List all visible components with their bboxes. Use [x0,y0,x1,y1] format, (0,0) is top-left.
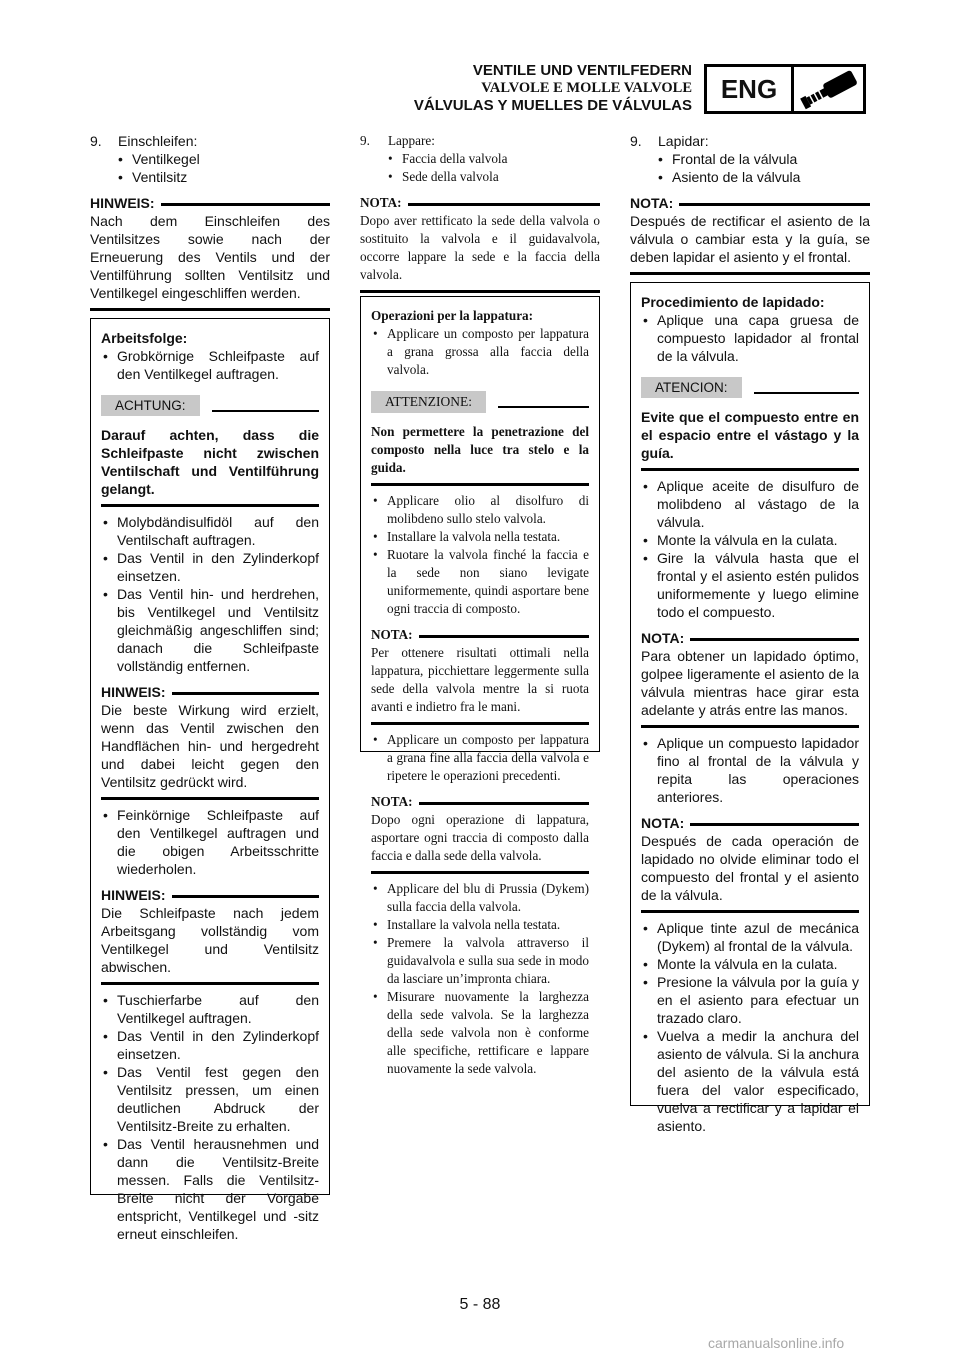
note-heading [641,629,859,647]
note-text: Para obtener un lapidado óptimo, golpee ligeramente el asiento de la válvula mientras hace girar esta adelante y atrás entre las manos. [641,648,859,718]
header-title-it: VALVOLE E MOLLE VALVOLE [481,80,692,96]
list-item: • Ventilsitz [90,168,330,186]
note-label: HINWEIS: [101,887,166,903]
step-heading [630,132,870,150]
column-italian [360,132,600,293]
box-heading: Operazioni per la lappatura: [371,308,534,323]
step-heading [360,132,600,150]
list-item: • Misurare nuovamente la larghezza della sede valvola. Se la larghezza della sede valvola non è conforme alle specifiche, rettificare e lappare nuovamente la sede valvola. [371,988,589,1078]
caution-badge: ACHTUNG: [101,395,200,416]
list-item: • Molybdändisulfidöl auf den Ventilschaft auftragen. [101,513,319,549]
note-heading [101,683,319,701]
box-heading: Arbeitsfolge: [101,330,188,346]
header-title-es: VÁLVULAS Y MUELLES DE VÁLVULAS [413,97,692,114]
list-item: • Feinkörnige Schleifpaste auf den Ventilkegel auftragen und die obigen Arbeitsschritte wiederholen. [101,806,319,878]
column-german [90,132,330,311]
list-item: • Monte la válvula en la culata. [641,955,859,973]
divider [90,308,330,311]
note-label: NOTA: [371,794,413,809]
engine-wrench-icon [794,67,863,111]
note-heading [90,194,330,212]
note-text: Nach dem Einschleifen des Ventilsitzes sowie nach der Erneuerung des Ventils und der Ventilführung sollten Ventilsitz und Ventilkegel eingeschliffen werden. [90,213,330,301]
list-item: • Gire la válvula hasta que el frontal y el asiento estén pulidos uniformemente y luego elimine todo el compuesto. [641,549,859,621]
list-item: • Das Ventil in den Zylinderkopf einsetzen. [101,549,319,585]
box-heading: Procedimiento de lapidado: [641,294,825,310]
list-item: • Monte la válvula en la culata. [641,531,859,549]
step-title: Lapidar: [658,133,709,149]
note-heading [360,194,600,212]
note-text: Después de rectificar el asiento de la válvula o cambiar esta y la guía, se deben lapidar el asiento y el frontal. [630,213,870,265]
list-item: • Applicare del blu di Prussia (Dykem) sulla faccia della valvola. [371,880,589,916]
list-item: • Faccia della valvola [360,150,600,168]
caution-text: Darauf achten, dass die Schleifpaste nicht zwischen Ventilschaft und Ventilführung gelangt. [101,427,319,497]
step-heading [90,132,330,150]
note-text: Per ottenere risultati ottimali nella lappatura, picchiettare leggermente sulla sede della valvola mentre la si ruota avanti e indietro fra le mani. [371,645,589,714]
eng-section-badge [704,64,866,114]
list-item: • Aplique un compuesto lapidador fino al frontal de la válvula y repita las operaciones anteriores. [641,734,859,806]
caution-heading [371,391,589,413]
note-label: NOTA: [641,815,685,831]
caution-text: Non permettere la penetrazione del composto nella luce tra stelo e la guida. [371,424,589,475]
eng-label: ENG [707,67,794,111]
note-heading [371,793,589,811]
note-label: NOTA: [630,195,674,211]
list-item: • Tuschierfarbe auf den Ventilkegel auftragen. [101,991,319,1027]
procedure-box-spanish [630,282,870,1134]
list-item: • Sede della valvola [360,168,600,186]
note-text: Die Schleifpaste nach jedem Arbeitsgang vollständig vom Ventilkegel und Ventilsitz abwischen. [101,905,319,975]
list-item: • Installare la valvola nella testata. [371,528,589,546]
divider [630,272,870,275]
caution-heading [101,395,319,416]
step-title: Einschleifen: [118,133,198,149]
list-item: • Aplique aceite de disulfuro de molibdeno al vástago de la válvula. [641,477,859,531]
caution-heading [641,377,859,398]
list-item: • Applicare olio al disolfuro di molibdeno sullo stelo valvola. [371,492,589,528]
note-label: HINWEIS: [90,195,155,211]
note-text: Después de cada operación de lapidado no olvide eliminar todo el compuesto del frontal y el asiento de la válvula. [641,833,859,903]
list-item: • Applicare un composto per lappatura a grana grossa alla faccia della valvola. [371,325,589,379]
caution-badge: ATENCION: [641,377,742,398]
note-label: NOTA: [641,630,685,646]
note-label: NOTA: [371,627,413,642]
caution-text: Evite que el compuesto entre en el espacio entre el vástago y la guía. [641,409,859,461]
list-item: • Frontal de la válvula [630,150,870,168]
list-item: • Installare la valvola nella testata. [371,916,589,934]
list-item: • Aplique una capa gruesa de compuesto lapidador al frontal de la válvula. [641,311,859,365]
divider [360,290,600,293]
step-title: Lappare: [388,133,435,148]
note-text: Dopo aver rettificato la sede della valvola o sostituito la valvola e il guidavalvola, occorre lappare la sede e la faccia della valvola. [360,213,600,282]
list-item: • Vuelva a medir la anchura del asiento de válvula. Si la anchura del asiento de la válvula está fuera del valor especificado, vuelva a rectificar y a lapidar el asiento. [641,1027,859,1135]
list-item: • Das Ventil herausnehmen und dann die Ventilsitz-Breite messen. Falls die Ventilsitz-Breite nicht der Vorgabe entspricht, Ventilkegel und -sitz erneut einschleifen. [101,1135,319,1243]
watermark[interactable]: carmanualsonline.info [708,1335,845,1351]
note-text: Die beste Wirkung wird erzielt, wenn das Ventil zwischen den Handflächen hin- und hergedreht und dabei leicht gegen den Ventilsitz gedrückt wird. [101,702,319,790]
caution-badge: ATTENZIONE: [371,391,486,413]
list-item: • Ventilkegel [90,150,330,168]
list-item: • Aplique tinte azul de mecánica (Dykem) al frontal de la válvula. [641,919,859,955]
header-title-de: VENTILE UND VENTILFEDERN [472,62,692,79]
procedure-box-italian [360,296,600,1076]
list-item: • Premere la valvola attraverso il guidavalvola e sulla sua sede in modo da lasciare un’impronta chiara. [371,934,589,988]
note-text: Dopo ogni operazione di lappatura, asportare ogni traccia di composto dalla faccia e dalla sede della valvola. [371,812,589,863]
note-label: NOTA: [360,195,402,210]
procedure-box-german [90,318,330,1242]
list-item: • Asiento de la válvula [630,168,870,186]
list-item: • Presione la válvula por la guía y en el asiento para efectuar un trazado claro. [641,973,859,1027]
list-item: • Das Ventil fest gegen den Ventilsitz pressen, um einen deutlichen Abdruck der Ventilsitz-Breite zu erhalten. [101,1063,319,1135]
column-spanish [630,132,870,275]
step-number: 9. [630,133,642,149]
note-label: HINWEIS: [101,684,166,700]
note-heading [371,626,589,644]
note-heading [641,814,859,832]
step-number: 9. [360,133,370,148]
list-item: • Grobkörnige Schleifpaste auf den Ventilkegel auftragen. [101,347,319,383]
list-item: • Das Ventil hin- und herdrehen, bis Ventilkegel und Ventilsitz gleichmäßig angeschliffen sind; danach die Schleifpaste vollständig entfernen. [101,585,319,675]
step-number: 9. [90,133,102,149]
list-item: • Das Ventil in den Zylinderkopf einsetzen. [101,1027,319,1063]
note-heading [630,194,870,212]
list-item: • Applicare un composto per lappatura a grana fine alla faccia della valvola e ripetere le operazioni precedenti. [371,731,589,785]
list-item: • Ruotare la valvola finché la faccia e la sede non siano levigate uniformemente, quindi asportare bene ogni traccia di composto. [371,546,589,618]
page-number: 5 - 88 [459,1296,501,1313]
note-heading [101,886,319,904]
